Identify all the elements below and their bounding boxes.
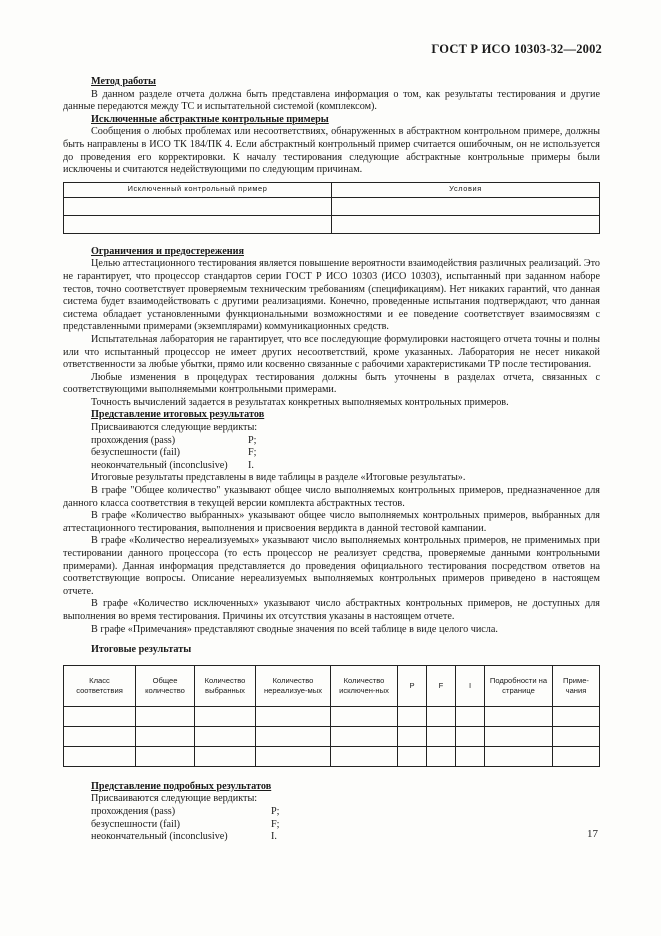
summary-verdicts — [91, 422, 600, 472]
method-paragraph: В данном разделе отчета должна быть представлена информация о том, как результаты тестирования и другие данные передаются между ТС и испытательной системой (комплексом). — [63, 88, 600, 113]
results-header-excluded: Количество исключен-ных — [331, 665, 398, 706]
table-row — [64, 706, 600, 726]
verdict-label: безуспешности (fail) — [91, 447, 181, 459]
verdict-label: неокончательный (inconclusive) — [91, 459, 228, 471]
verdict-label: прохождения (pass) — [91, 434, 176, 446]
table-row — [64, 726, 600, 746]
results-header-p: P — [398, 665, 427, 706]
table-row — [64, 746, 600, 766]
results-header-class: Класс соответствия — [64, 665, 136, 706]
verdict-row — [91, 819, 600, 832]
section-heading-limits: Ограничения и предостережения — [91, 245, 244, 257]
summary-paragraph-5: В графе «Количество исключенных» указывают число абстрактных контрольных примеров, не доступных для выполнения во время тестирования. Причины их отсутствия указаны в настоящем отчете. — [63, 598, 600, 622]
results-table-header-row — [64, 665, 600, 706]
detailed-verdicts — [91, 793, 600, 843]
table-row — [64, 197, 600, 215]
verdict-label: прохождения (pass) — [91, 805, 176, 817]
results-header-f: F — [427, 665, 456, 706]
summary-paragraph-2: В графе "Общее количество" указывают общее число выполняемых контрольных примеров, предназначенное для данного класса соответствия в текущей версии комплекта абстрактных тестов. — [63, 485, 600, 509]
summary-paragraph-4: В графе «Количество нереализуемых» указывают число выполняемых контрольных примеров, не применимых при тестировании данного процессора (то есть процессор не реализует средства, проверяемые данными контрольными примерами). Данная информация представляется до проведения официального тестирования посредством ответов на соответствующие вопросы. Описание нереализуемых выполняемых контрольных примеров приведено в настоящем отчете. — [63, 535, 600, 597]
limits-paragraph-3: Любые изменения в процедурах тестирования должны быть уточнены в разделах отчета, связанных с соответствующими выполняемыми контрольными примерами. — [63, 371, 600, 396]
verdict-row — [91, 831, 600, 844]
results-header-selected: Количество выбранных — [195, 665, 256, 706]
summary-paragraph-3: В графе «Количество выбранных» указывают общее число выполняемых контрольных примеров, выбранных для аттестационного тестирования, выполнения и присвоения вердикта в данной тестовой кампании. — [63, 510, 600, 534]
detailed-verdicts-intro: Присваиваются следующие вердикты: — [91, 793, 258, 805]
table-row — [64, 215, 600, 233]
limits-paragraph-4: Точность вычислений задается в результатах конкретных выполняемых контрольных примеров. — [91, 396, 509, 408]
verdict-code: P; — [271, 805, 280, 817]
page-number: 17 — [587, 828, 598, 840]
results-header-total: Общее количество — [136, 665, 195, 706]
verdict-row — [91, 460, 600, 473]
limits-paragraph-2: Испытательная лаборатория не гарантирует, что все последующие формулировки настоящего отчета точны и полны или что испытанный процессор не имеет других несоответствий, кроме указанных. Лаборатория не несет никакой ответственности за любые убытки, прямо или косвенно связанные с рабочими характеристиками ТР после тестирования. — [63, 333, 600, 371]
results-header-details: Подробности на странице — [485, 665, 553, 706]
excluded-paragraph: Сообщения о любых проблемах или несоответствиях, обнаруженных в абстрактном контрольном примере, должны быть направлены в ИСО ТК 184/ПК 4. Если абстрактный контрольный пример считается ошибочным, он не используется до проведения его корректировки. К началу тестирования следующие абстрактные контрольные примеры были исключены и считаются недействующими по следующим причинам. — [63, 126, 600, 176]
verdict-label: неокончательный (inconclusive) — [91, 831, 228, 843]
summary-paragraph-1: Итоговые результаты представлены в виде таблицы в разделе «Итоговые результаты». — [91, 472, 466, 484]
results-header-not-implemented: Количество нереализуе-мых — [256, 665, 331, 706]
table-cell — [64, 215, 332, 233]
section-heading-method: Метод работы — [91, 76, 157, 87]
results-header-i: I — [456, 665, 485, 706]
excluded-table-header-conditions: Условия — [332, 182, 600, 197]
table-cell — [332, 197, 600, 215]
excluded-cases-table — [63, 182, 600, 234]
table-cell — [64, 197, 332, 215]
verdict-row — [91, 435, 600, 448]
excluded-table-header-case: Исключенный контрольный пример — [64, 182, 332, 197]
verdict-label: безуспешности (fail) — [91, 818, 181, 830]
section-heading-excluded: Исключенные абстрактные контрольные примеры — [91, 113, 329, 125]
verdict-code: I. — [248, 459, 254, 471]
section-heading-results: Итоговые результаты — [91, 644, 192, 656]
verdict-code: P; — [248, 434, 257, 446]
results-header-notes: Приме-чания — [553, 665, 600, 706]
summary-paragraph-6: В графе «Примечания» представляют сводные значения по всей таблице в виде целого числа. — [91, 623, 498, 635]
summary-results-table — [63, 665, 600, 767]
page-content — [63, 76, 600, 844]
verdict-code: F; — [271, 818, 280, 830]
table-cell — [332, 215, 600, 233]
verdict-code: F; — [248, 447, 257, 459]
verdict-row — [91, 806, 600, 819]
summary-verdicts-intro: Присваиваются следующие вердикты: — [91, 422, 258, 434]
limits-paragraph-1: Целью аттестационного тестирования является повышение вероятности взаимодействия различных реализаций. Это не гарантирует, что процессор стандартов серии ГОСТ Р ИСО 10303 (ИСО 10303), испытанный при заданном наборе тестов, точно соответствует проверяемым техническим требованиям (спецификациям). Нет никаких гарантий, что данная система будет взаимодействовать с другими реализациями. Конечно, проведенные испытания подтверждают, что данная система обладает установленными функциональными возможностями и ее поведение соответствует взаимосвязям с представленными примерами (экземплярами) коммуникационных средств. — [63, 258, 600, 333]
section-heading-detailed: Представление подробных результатов — [91, 780, 272, 792]
section-heading-summary: Представление итоговых результатов — [91, 409, 265, 421]
page-header-title: ГОСТ Р ИСО 10303-32—2002 — [431, 42, 602, 56]
verdict-code: I. — [271, 831, 277, 843]
verdict-row — [91, 447, 600, 460]
